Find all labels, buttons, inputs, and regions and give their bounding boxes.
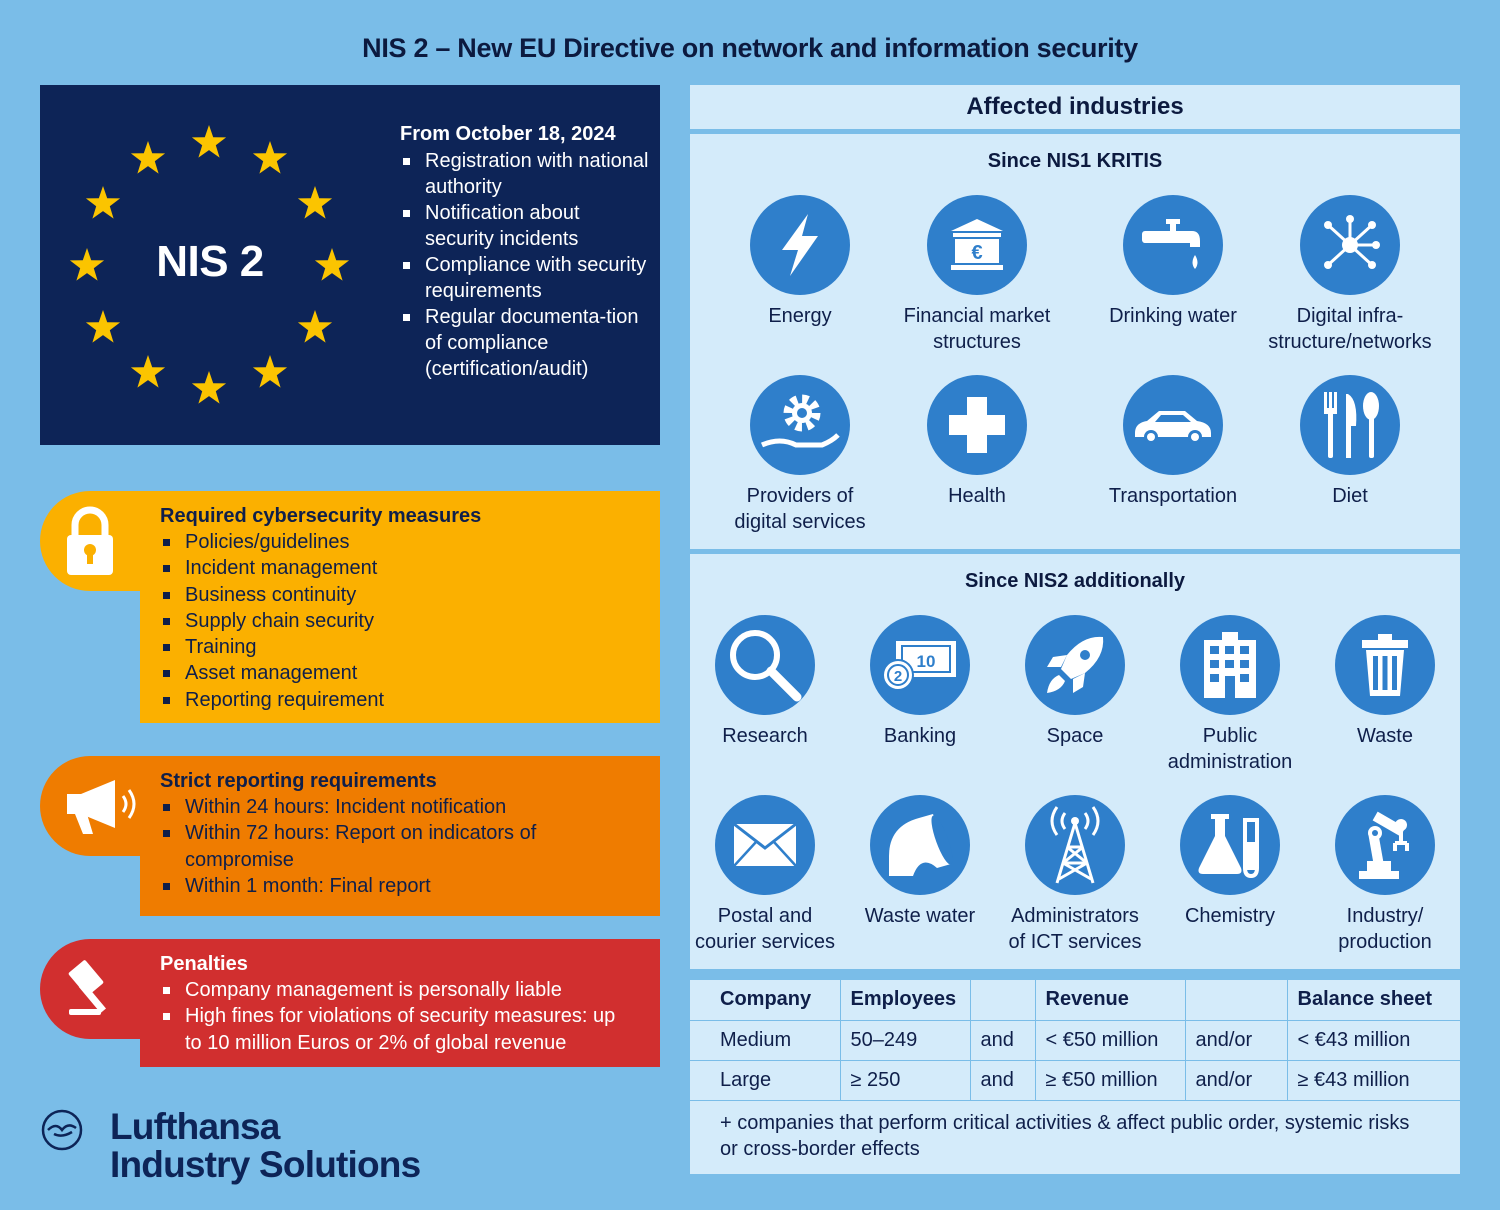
list-item: Within 72 hours: Report on indicators of compromise (160, 820, 580, 873)
industry-public-administration (1140, 615, 1320, 775)
car-icon (1131, 405, 1215, 445)
table-header-cell: Employees (840, 980, 970, 1020)
list-item: Within 24 hours: Incident notification (160, 794, 640, 820)
industry-research (675, 615, 855, 749)
industry-chemistry (1140, 795, 1320, 929)
effective-date-heading: From October 18, 2024 (400, 123, 616, 145)
trash-icon (1360, 632, 1410, 698)
industry-banking (830, 615, 1010, 749)
table-cell: and (970, 1020, 1035, 1060)
table-cell: and/or (1185, 1020, 1287, 1060)
table-row (690, 1020, 1460, 1060)
industry-label: Administrators of ICT services (1008, 905, 1142, 953)
medical-cross-icon (945, 393, 1009, 457)
industry-label: Public administration (1167, 725, 1293, 773)
list-item: High fines for violations of security measures: up to 10 million Euros or 2% of global revenue (160, 1003, 620, 1056)
svg-text:10: 10 (916, 652, 936, 671)
industry-label: Financial market structures (903, 305, 1051, 353)
kritis-section (690, 134, 1460, 549)
antenna-icon (1043, 805, 1107, 885)
list-item: Asset management (160, 660, 640, 686)
magnifier-icon (725, 625, 805, 705)
logo-line-2: Industry Solutions (110, 1144, 421, 1185)
water-tap-icon (1140, 215, 1206, 275)
svg-text:2: 2 (893, 668, 903, 685)
list-item: Incident management (160, 555, 640, 581)
industry-transportation (1083, 375, 1263, 509)
penalties-panel (140, 939, 660, 1067)
nis2-section (690, 554, 1460, 969)
industry-label: Transportation (1108, 485, 1238, 507)
industry-label: Postal and courier services (694, 905, 836, 953)
svg-text:€: € (971, 242, 983, 264)
table-header-cell (970, 980, 1035, 1020)
industry-production (1295, 795, 1475, 955)
industry-waste-water (830, 795, 1010, 929)
table-cell: and/or (1185, 1060, 1287, 1100)
company-size-table (690, 980, 1460, 1101)
company-size-table-panel (690, 980, 1460, 1174)
gavel-icon (65, 959, 125, 1019)
company-logo (110, 1108, 420, 1184)
list-item: Registration with national authority (400, 148, 650, 200)
industry-label: Space (1046, 725, 1104, 747)
industry-label: Providers of digital services (734, 485, 866, 533)
list-item: Policies/guidelines (160, 529, 640, 555)
table-header-cell: Revenue (1035, 980, 1185, 1020)
industry-label: Health (948, 485, 1006, 507)
reporting-panel (140, 756, 660, 916)
industry-label: Diet (1332, 485, 1368, 507)
industries-heading: Affected industries (690, 85, 1460, 129)
industry-space (985, 615, 1165, 749)
table-cell: < €50 million (1035, 1020, 1185, 1060)
table-cell: 50–249 (840, 1020, 970, 1060)
flask-icon (1197, 812, 1263, 878)
bank-euro-icon (947, 217, 1007, 273)
industry-label: Waste water (864, 905, 976, 927)
table-header-cell (1185, 980, 1287, 1020)
padlock-icon (65, 505, 115, 577)
table-header-cell: Company (690, 980, 840, 1020)
pipe-icon (885, 810, 955, 880)
list-item: Regular documenta-tion of compliance (certification/audit) (400, 304, 650, 382)
list-item: Company management is personally liable (160, 977, 640, 1003)
list-item: Reporting requirement (160, 687, 640, 713)
measures-heading: Required cybersecurity measures (160, 505, 482, 527)
table-cell: and (970, 1060, 1035, 1100)
industry-digital-services (710, 375, 890, 535)
lufthansa-crane-icon (40, 1108, 84, 1152)
industry-financial-market (887, 195, 1067, 355)
industry-label: Research (722, 725, 808, 747)
list-item: Supply chain security (160, 608, 640, 634)
megaphone-icon (65, 776, 145, 836)
nis2-heading: Since NIS2 additionally (964, 570, 1186, 592)
industry-label: Chemistry (1184, 905, 1275, 927)
industry-label: Waste (1357, 725, 1413, 747)
table-row (690, 1060, 1460, 1100)
robot-arm-icon (1353, 809, 1417, 881)
industry-label: Energy (768, 305, 832, 327)
industry-label: Drinking water (1109, 305, 1237, 327)
page-title: NIS 2 – New EU Directive on network and information security (362, 33, 1138, 63)
industry-drinking-water (1083, 195, 1263, 329)
industry-label: Industry/ production (1338, 905, 1432, 953)
table-cell: ≥ €50 million (1035, 1060, 1185, 1100)
industry-postal (675, 795, 855, 955)
gear-hand-icon (760, 389, 840, 461)
table-cell: ≥ €43 million (1287, 1060, 1460, 1100)
list-item: Business continuity (160, 582, 640, 608)
nis2-badge: NIS 2 (156, 237, 264, 286)
table-cell: Large (690, 1060, 840, 1100)
list-item: Notification about security incidents (400, 200, 650, 252)
building-icon (1200, 630, 1260, 700)
cutlery-icon (1318, 390, 1382, 460)
industry-label: Digital infra- structure/networks (1268, 305, 1432, 353)
table-cell: < €43 million (1287, 1020, 1460, 1060)
kritis-heading: Since NIS1 KRITIS (987, 150, 1163, 172)
industry-energy (710, 195, 890, 329)
rocket-icon (1043, 633, 1107, 697)
penalties-heading: Penalties (160, 953, 248, 975)
logo-line-1: Lufthansa (110, 1106, 280, 1147)
industry-label: Banking (883, 725, 957, 747)
nis2-overview-panel (40, 85, 660, 445)
money-icon (880, 637, 960, 693)
list-item: Compliance with security requirements (400, 252, 650, 304)
network-icon (1318, 213, 1382, 277)
envelope-icon (732, 822, 798, 868)
table-header-cell: Balance sheet (1287, 980, 1460, 1020)
industry-health (887, 375, 1067, 509)
lightning-icon (770, 212, 830, 278)
industry-diet (1260, 375, 1440, 509)
industry-ict-administrators (985, 795, 1165, 955)
table-footnote: + companies that perform critical activities & affect public order, systemic risks or cross-border effects (720, 1112, 1410, 1160)
industry-digital-infrastructure (1260, 195, 1440, 355)
measures-panel (140, 491, 660, 723)
table-header-row (690, 980, 1460, 1020)
reporting-heading: Strict reporting requirements (160, 770, 437, 792)
list-item: Within 1 month: Final report (160, 873, 640, 899)
list-item: Training (160, 634, 640, 660)
table-cell: ≥ 250 (840, 1060, 970, 1100)
table-cell: Medium (690, 1020, 840, 1060)
industry-waste (1295, 615, 1475, 749)
